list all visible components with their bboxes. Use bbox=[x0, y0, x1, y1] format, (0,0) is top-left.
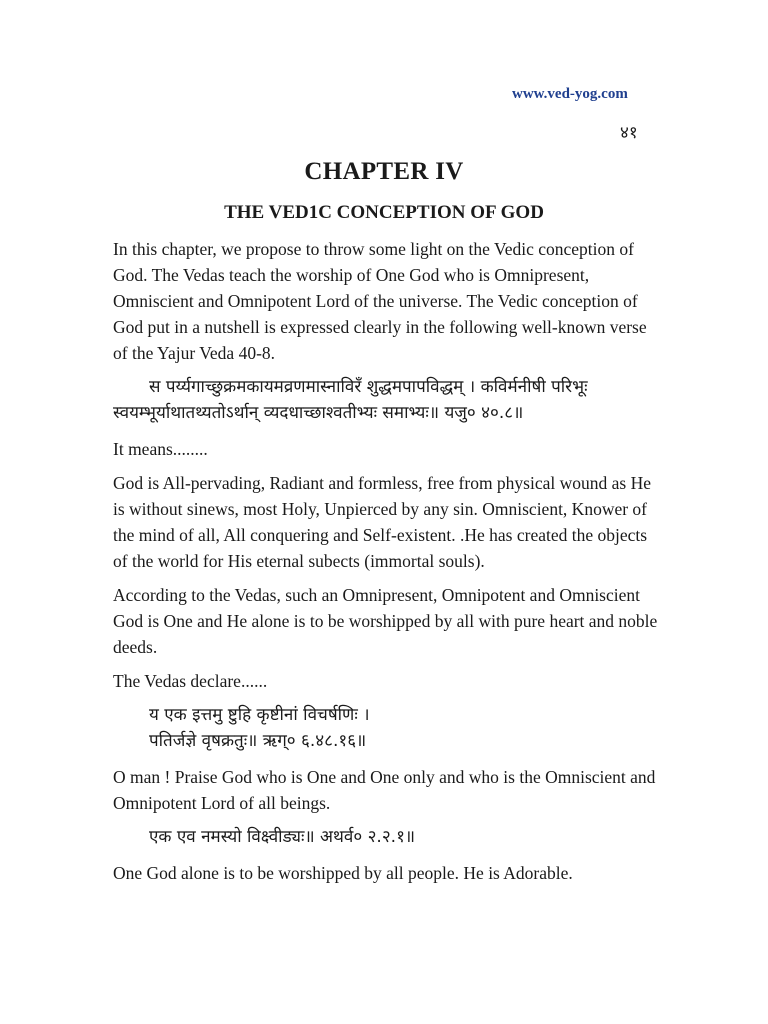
body-text bbox=[113, 236, 658, 894]
sanskrit-verse-rigveda bbox=[113, 702, 658, 754]
paragraph-praise-god: O man ! Praise God who is One and One only and who is the Omniscient and Omnipotent Lord of all beings. bbox=[113, 767, 656, 813]
sanskrit-verse-yajurveda bbox=[113, 374, 658, 426]
paragraph-one-god-alone: One God alone is to be worshipped by all people. He is Adorable. bbox=[113, 863, 573, 883]
paragraph-it-means: It means........ bbox=[113, 439, 208, 459]
chapter-subtitle: THE VED1C CONCEPTION OF GOD bbox=[224, 202, 544, 223]
verse-line: पतिर्जज्ञे वृषक्रतुः॥ ऋग्० ६.४८.१६॥ bbox=[149, 731, 367, 751]
page-number: ४१ bbox=[620, 123, 638, 143]
chapter-title: CHAPTER IV bbox=[304, 158, 464, 185]
website-link[interactable]: www.ved-yog.com bbox=[512, 86, 628, 102]
paragraph-vedas-one-god: According to the Vedas, such an Omnipresent, Omnipotent and Omniscient God is One and He alone is to be worshipped by all with pure heart and noble deeds. bbox=[113, 585, 658, 657]
verse-line: एक एव नमस्यो विक्ष्वीड्यः॥ अथर्व० २.२.१॥ bbox=[149, 827, 416, 847]
verse-line: स पर्य्यगाच्छुक्रमकायमव्रणमास्नाविरँ शुद्धमपापविद्धम् । कविर्मनीषी परिभूः bbox=[149, 377, 588, 397]
sanskrit-verse-atharvaveda bbox=[113, 824, 658, 850]
verse-line: स्वयम्भूर्याथातथ्यतोऽर्थान् व्यदधाच्छाश्वतीभ्यः समाभ्यः॥ यजु० ४०.८॥ bbox=[113, 403, 524, 423]
paragraph-vedas-declare: The Vedas declare...... bbox=[113, 671, 268, 691]
paragraph-meaning: God is All-pervading, Radiant and formless, free from physical wound as He is without sinews, most Holy, Unpierced by any sin. Omniscient, Knower of the mind of all, All conquering and Self-existent. .He has created the objects of the world for His eternal subects (immortal souls). bbox=[113, 473, 651, 571]
verse-line: य एक इत्तमु ष्टुहि कृष्टीनां विचर्षणिः । bbox=[149, 705, 370, 725]
paragraph-intro: In this chapter, we propose to throw some light on the Vedic conception of God. The Vedas teach the worship of One God who is Omnipresent, Omniscient and Omnipotent Lord of the universe. The Vedic conception of God put in a nutshell is expressed clearly in the following well-known verse of the Yajur Veda 40-8. bbox=[113, 239, 647, 363]
